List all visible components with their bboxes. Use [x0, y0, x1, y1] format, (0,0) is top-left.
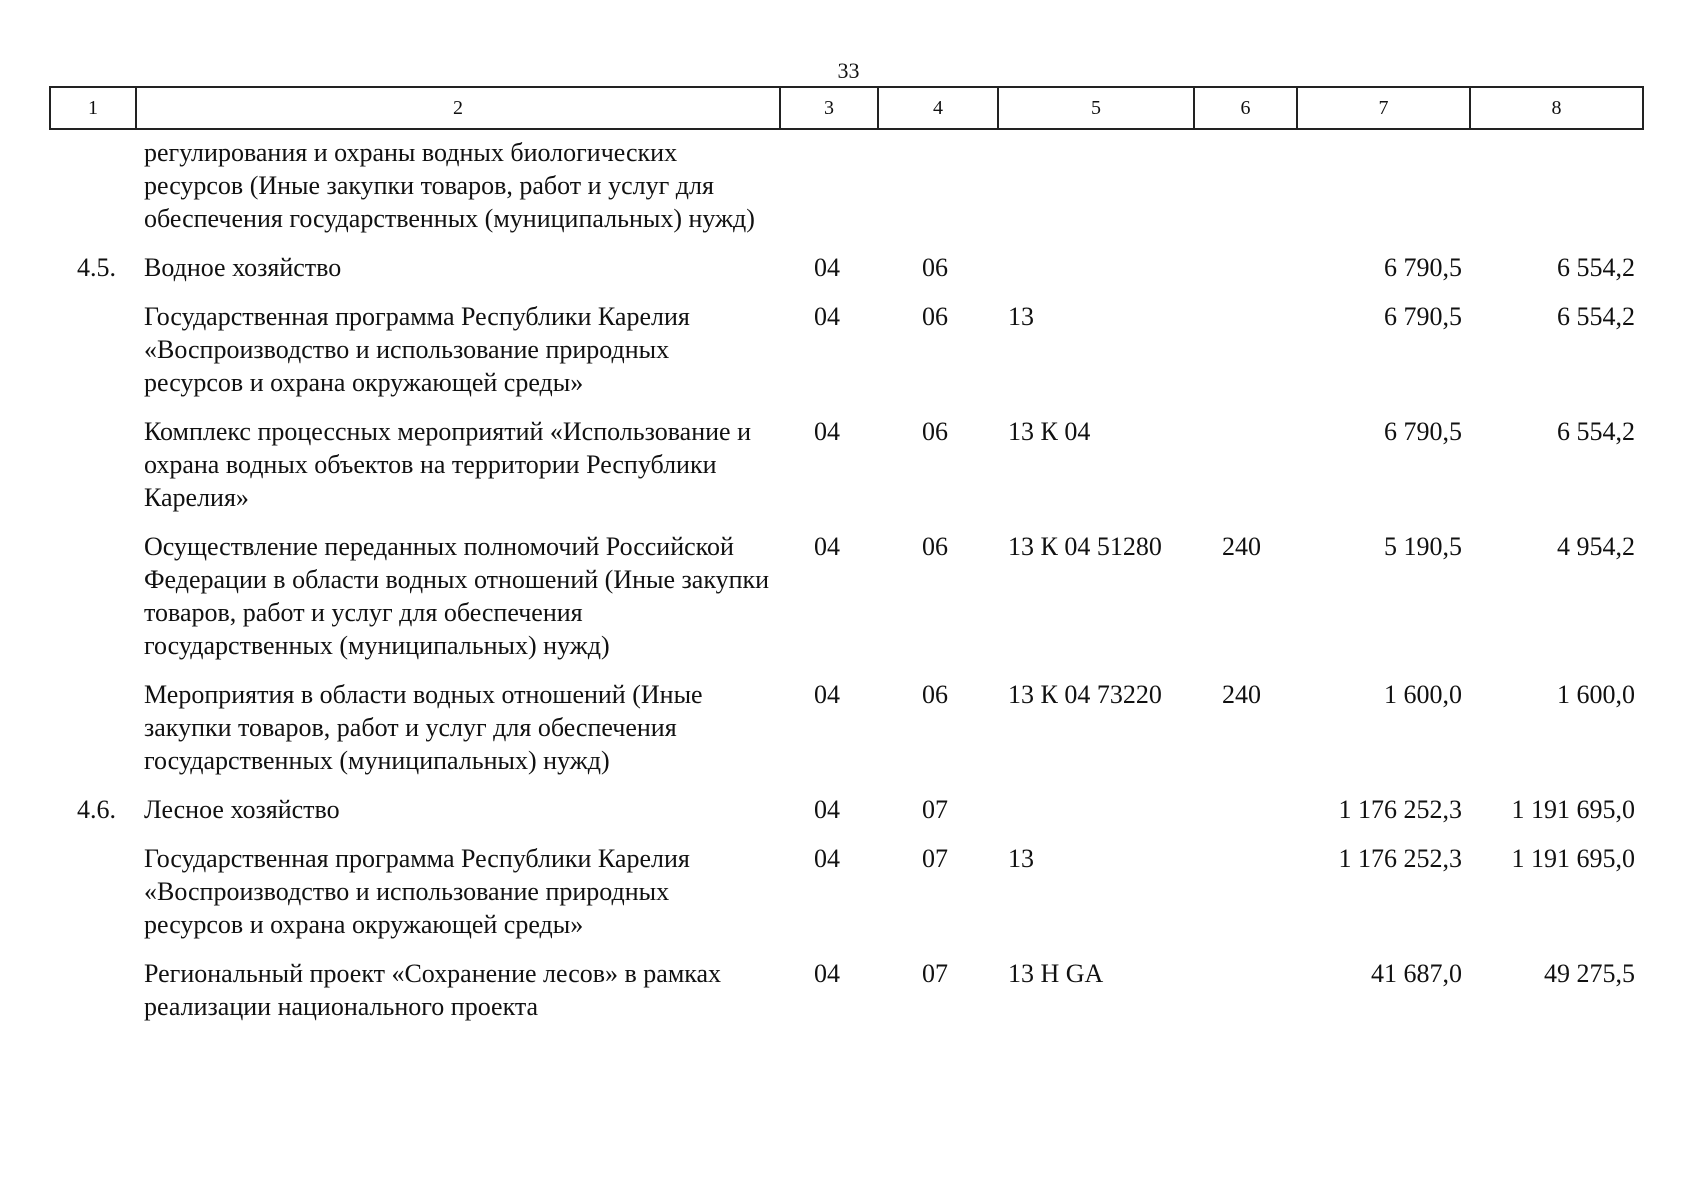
row-name: Водное хозяйство: [144, 253, 342, 282]
row-index: 4.5.: [77, 253, 116, 282]
row-name: Лесное хозяйство: [144, 795, 340, 824]
row-target-article: [998, 251, 1194, 300]
row-name: Комплекс процессных мероприятий «Использование и охрана водных объектов на территории Республики Карелия»: [144, 417, 752, 512]
row-subsection: 07: [922, 844, 948, 873]
table-row: [50, 300, 1643, 415]
row-expense-type: 240: [1222, 532, 1261, 561]
column-header-2: 2: [136, 87, 780, 129]
row-amount-col7: 1 176 252,3: [1338, 844, 1462, 873]
row-index: [50, 957, 136, 1023]
row-section: 04: [814, 532, 840, 561]
row-expense-type: 240: [1222, 680, 1261, 709]
row-target-article: [998, 129, 1194, 251]
row-amount-col7: 1 600,0: [1384, 680, 1462, 709]
row-section: 04: [814, 253, 840, 282]
row-amount-col8: 1 191 695,0: [1511, 844, 1635, 873]
row-index: 4.6.: [77, 795, 116, 824]
row-name: Мероприятия в области водных отношений (Иные закупки товаров, работ и услуг для обеспечения государственных (муниципальных) нужд): [144, 680, 703, 775]
table-row: [50, 530, 1643, 678]
row-section: 04: [814, 795, 840, 824]
row-target-article: 13 К 04: [1008, 417, 1091, 446]
row-section: 04: [814, 959, 840, 988]
row-index: [50, 300, 136, 415]
row-expense-type: [1194, 842, 1297, 957]
row-target-article: 13 Н GA: [1008, 959, 1104, 988]
row-index: [50, 678, 136, 793]
row-amount-col8: 1 600,0: [1557, 680, 1635, 709]
row-expense-type: [1194, 251, 1297, 300]
row-section: 04: [814, 844, 840, 873]
table-row: [50, 415, 1643, 530]
row-amount-col7: 6 790,5: [1384, 302, 1462, 331]
table-row: [50, 251, 1643, 300]
row-expense-type: [1194, 300, 1297, 415]
row-section: 04: [814, 417, 840, 446]
row-section: [780, 129, 878, 251]
row-name: Региональный проект «Сохранение лесов» в рамках реализации национального проекта: [144, 959, 722, 1021]
row-amount-col8: 6 554,2: [1557, 417, 1635, 446]
row-name: регулирования и охраны водных биологических ресурсов (Иные закупки товаров, работ и услуг для обеспечения государственных (муниципальных) нужд): [144, 138, 755, 233]
table-body: [50, 129, 1643, 1023]
row-amount-col7: 6 790,5: [1384, 417, 1462, 446]
row-subsection: 06: [922, 417, 948, 446]
row-subsection: 06: [922, 532, 948, 561]
row-amount-col8: 6 554,2: [1557, 302, 1635, 331]
row-amount-col7: 5 190,5: [1384, 532, 1462, 561]
column-header-8: 8: [1470, 87, 1643, 129]
row-amount-col7: [1297, 129, 1470, 251]
column-header-5: 5: [998, 87, 1194, 129]
row-target-article: 13: [1008, 302, 1034, 331]
row-subsection: 06: [922, 302, 948, 331]
row-amount-col7: 41 687,0: [1371, 959, 1462, 988]
row-index: [50, 129, 136, 251]
row-amount-col8: 4 954,2: [1557, 532, 1635, 561]
row-amount-col8: 49 275,5: [1544, 959, 1635, 988]
row-target-article: [998, 793, 1194, 842]
table-row: [50, 842, 1643, 957]
row-expense-type: [1194, 415, 1297, 530]
row-amount-col7: 6 790,5: [1384, 253, 1462, 282]
row-section: 04: [814, 680, 840, 709]
row-subsection: 06: [922, 253, 948, 282]
row-target-article: 13 К 04 73220: [1008, 680, 1162, 709]
column-header-1: 1: [50, 87, 136, 129]
row-subsection: [878, 129, 998, 251]
row-name: Государственная программа Республики Карелия «Воспроизводство и использование природных ресурсов и охрана окружающей среды»: [144, 844, 690, 939]
table-row: [50, 793, 1643, 842]
budget-table: [49, 86, 1644, 1023]
row-index: [50, 415, 136, 530]
column-header-6: 6: [1194, 87, 1297, 129]
row-expense-type: [1194, 793, 1297, 842]
row-section: 04: [814, 302, 840, 331]
table-row: [50, 957, 1643, 1023]
row-amount-col8: 6 554,2: [1557, 253, 1635, 282]
row-index: [50, 530, 136, 678]
row-index: [50, 842, 136, 957]
row-amount-col8: 1 191 695,0: [1511, 795, 1635, 824]
row-subsection: 07: [922, 959, 948, 988]
row-subsection: 07: [922, 795, 948, 824]
table-header: [50, 87, 1643, 129]
row-expense-type: [1194, 129, 1297, 251]
column-header-7: 7: [1297, 87, 1470, 129]
table-row: [50, 678, 1643, 793]
column-header-3: 3: [780, 87, 878, 129]
row-name: Осуществление переданных полномочий Российской Федерации в области водных отношений (Иные закупки товаров, работ и услуг для обеспечения государственных (муниципальных) нужд): [144, 532, 770, 660]
row-amount-col7: 1 176 252,3: [1338, 795, 1462, 824]
row-amount-col8: [1470, 129, 1643, 251]
row-target-article: 13: [1008, 844, 1034, 873]
row-name: Государственная программа Республики Карелия «Воспроизводство и использование природных ресурсов и охрана окружающей среды»: [144, 302, 690, 397]
column-header-4: 4: [878, 87, 998, 129]
table-row: [50, 129, 1643, 251]
row-subsection: 06: [922, 680, 948, 709]
row-target-article: 13 К 04 51280: [1008, 532, 1162, 561]
page-number: 33: [837, 58, 860, 83]
header-row: [50, 87, 1643, 129]
row-expense-type: [1194, 957, 1297, 1023]
